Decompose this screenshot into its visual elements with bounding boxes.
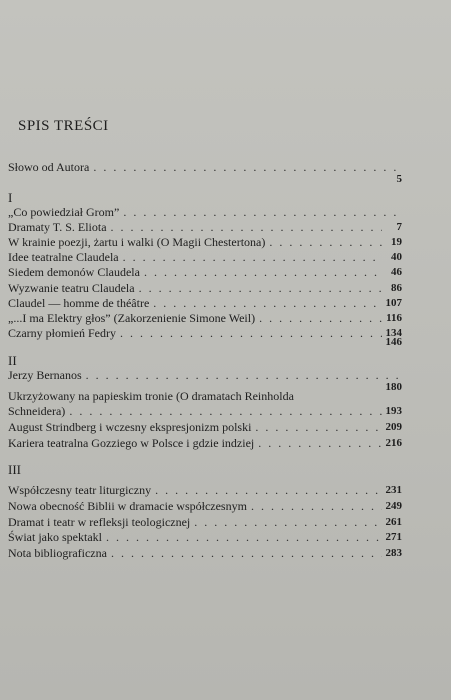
toc-entry-title: Świat jako spektakl xyxy=(8,530,102,544)
toc-entry xyxy=(8,250,402,264)
dot-leader xyxy=(254,436,382,450)
toc-entry-title: Idee teatralne Claudela xyxy=(8,250,119,264)
toc-entry-title: Schneidera) xyxy=(8,404,66,418)
toc-entry-page: 19 xyxy=(391,236,402,248)
toc-entry xyxy=(8,404,402,418)
toc-entry xyxy=(8,311,402,325)
dot-leader xyxy=(102,530,382,544)
toc-entry-title: Dramat i teatr w refleksji teologicznej xyxy=(8,515,191,529)
dot-leader xyxy=(65,404,382,418)
dot-leader xyxy=(255,311,382,325)
toc-entry xyxy=(8,530,402,544)
toc-entry-page: 40 xyxy=(391,251,402,263)
dot-leader xyxy=(119,205,402,219)
toc-entry xyxy=(8,235,402,249)
dot-leader xyxy=(251,420,382,434)
toc-entry-intro xyxy=(8,160,402,174)
dot-leader xyxy=(107,220,382,234)
toc-entry-title: „Co powiedział Grom” xyxy=(8,205,120,219)
toc-entry xyxy=(8,205,402,219)
toc-entry xyxy=(8,265,402,279)
toc-entry xyxy=(8,220,402,234)
toc-entry xyxy=(8,515,402,529)
dot-leader xyxy=(151,483,382,497)
toc-entry-title: Wyzwanie teatru Claudela xyxy=(8,281,135,295)
dot-leader xyxy=(119,250,382,264)
toc-entry xyxy=(8,326,402,340)
toc-entry-title: Nowa obecność Biblii w dramacie współczesnym xyxy=(8,499,247,513)
dot-leader xyxy=(82,368,402,382)
toc-entry-page: 209 xyxy=(385,421,402,433)
toc-entry-title: Claudel — homme de théâtre xyxy=(8,296,150,310)
toc-entry xyxy=(8,281,402,295)
toc-heading: SPIS TREŚCI xyxy=(18,118,109,134)
toc-entry-title: W krainie poezji, żartu i walki (O Magii Chestertona) xyxy=(8,235,266,249)
dot-leader xyxy=(140,265,382,279)
toc-entry-page: 46 xyxy=(391,266,402,278)
toc-entry-page: 271 xyxy=(385,531,402,543)
toc-entry-title: Kariera teatralna Gozziego w Polsce i gdzie indziej xyxy=(8,436,255,450)
toc-entry-page: 180 xyxy=(385,381,402,393)
toc-entry xyxy=(8,483,402,497)
toc-entry xyxy=(8,420,402,434)
toc-entry-page: 86 xyxy=(391,282,402,294)
toc-entry xyxy=(8,546,402,560)
toc-entry-title: Słowo od Autora xyxy=(8,160,90,174)
toc-entry-page: 7 xyxy=(396,221,402,233)
toc-entry-title: Ukrzyżowany na papieskim tronie (O dramatach Reinholda xyxy=(8,389,294,403)
toc-entry-page: 146 xyxy=(385,336,402,348)
dot-leader xyxy=(107,546,382,560)
toc-entry-page: 107 xyxy=(385,297,402,309)
toc-entry xyxy=(8,499,402,513)
toc-entry-page: 249 xyxy=(385,500,402,512)
toc-entry-page: 5 xyxy=(396,173,402,185)
toc-entry xyxy=(8,368,402,382)
section-numeral: III xyxy=(8,462,21,477)
dot-leader xyxy=(135,281,382,295)
section-numeral: II xyxy=(8,353,17,368)
toc-entry-title: Dramaty T. S. Eliota xyxy=(8,220,107,234)
toc-entry-title: „...I ma Elektry głos” (Zakorzenienie Simone Weil) xyxy=(8,311,256,325)
dot-leader xyxy=(190,515,382,529)
dot-leader xyxy=(247,499,382,513)
toc-entry-page: 134 xyxy=(385,327,402,339)
toc-entry-title: Czarny płomień Fedry xyxy=(8,326,116,340)
toc-entry xyxy=(8,436,402,450)
toc-entry-page: 216 xyxy=(385,437,402,449)
dot-leader xyxy=(116,326,382,340)
toc-entry-page: 193 xyxy=(385,405,402,417)
toc-entry-page: 116 xyxy=(386,312,402,324)
dot-leader xyxy=(265,235,382,249)
toc-entry-title: Siedem demonów Claudela xyxy=(8,265,140,279)
dot-leader xyxy=(149,296,382,310)
toc-entry-title: Nota bibliograficzna xyxy=(8,546,107,560)
toc-entry-page: 283 xyxy=(385,547,402,559)
toc-entry xyxy=(8,296,402,310)
toc-entry-title: Jerzy Bernanos xyxy=(8,368,82,382)
toc-entry-page: 231 xyxy=(385,484,402,496)
toc-entry-title: Współczesny teatr liturgiczny xyxy=(8,483,152,497)
toc-entry-page: 261 xyxy=(385,516,402,528)
dot-leader xyxy=(89,160,402,174)
toc-entry-title: August Strindberg i wczesny ekspresjonizm polski xyxy=(8,420,252,434)
section-numeral: I xyxy=(8,190,13,205)
